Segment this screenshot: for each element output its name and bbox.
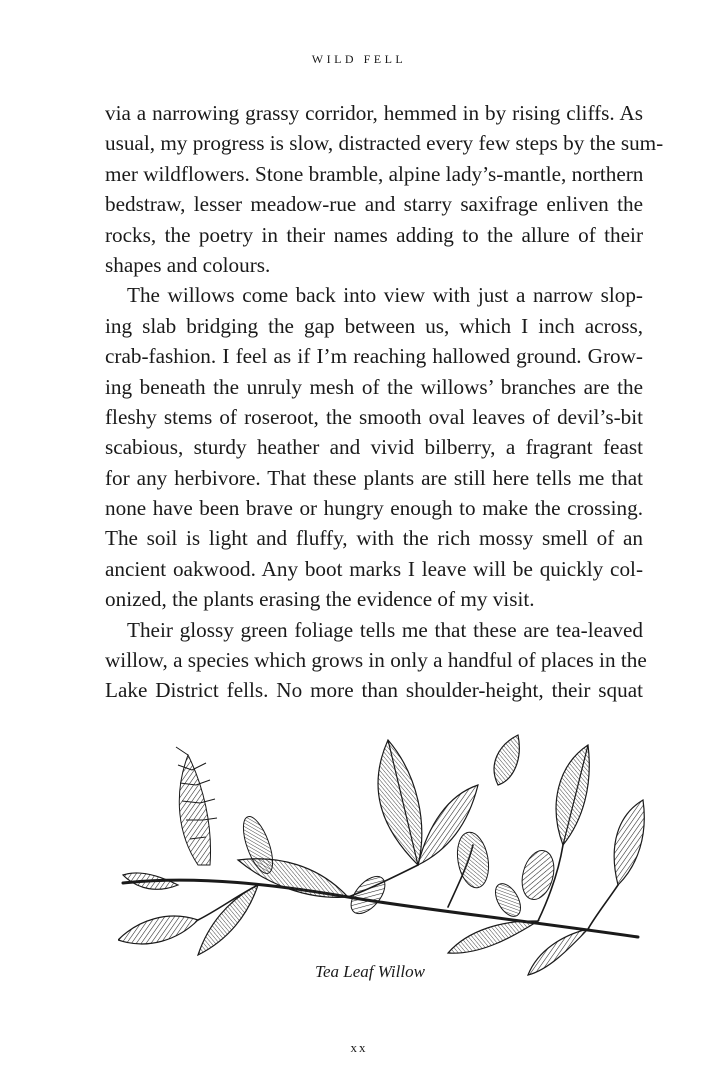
text-line: ing slab bridging the gap between us, which I inch across, [105,313,643,338]
paragraph [105,615,647,706]
text-line: fleshy stems of roseroot, the smooth oval leaves of devil’s-bit [105,404,643,429]
text-line: bedstraw, lesser meadow-rue and starry saxifrage enliven the [105,192,643,217]
willow-branch-illustration [118,725,648,995]
text-line: ing beneath the unruly mesh of the willows’ branches are the [105,374,643,399]
leaf [494,735,519,785]
leaf [614,800,644,885]
text-line: shapes and colours. [105,252,271,277]
text-line: for any herbivore. That these plants are still here tells me that [105,465,643,490]
text-line: scabious, sturdy heather and vivid bilberry, a fragrant feast [105,435,643,460]
text-line: The willows come back into view with just a narrow slop- [127,283,643,308]
page-number: xx [350,1040,368,1055]
text-line: Lake District fells. No more than shoulder-height, their squat [105,678,643,703]
text-line: mer wildflowers. Stone bramble, alpine lady’s-mantle, northern [105,161,644,186]
text-line: usual, my progress is slow, distracted every few steps by the sum- [105,131,664,156]
leaf [528,929,588,975]
text-line: rocks, the poetry in their names adding to the allure of their [105,222,643,247]
body-text [105,98,664,706]
leaf [198,885,258,955]
leaf [118,916,198,944]
text-line: crab-fashion. I feel as if I’m reaching hallowed ground. Grow- [105,344,643,369]
leaf [378,740,422,865]
text-line: none have been brave or hungry enough to make the crossing. [105,496,643,521]
running-head: WILD FELL [311,52,407,66]
leaf [448,921,538,953]
text-line: Their glossy green foliage tells me that these are tea-leaved [127,617,643,642]
catkin [490,879,525,920]
paragraph [105,280,643,614]
text-line: onized, the plants erasing the evidence of my visit. [105,587,535,612]
text-line: willow, a species which grows in only a handful of places in the [105,648,647,673]
text-line: via a narrowing grassy corridor, hemmed in by rising cliffs. As [105,101,643,125]
catkin-large [176,747,217,865]
text-line: ancient oakwood. Any boot marks I leave will be quickly col- [105,556,643,581]
illustration-caption: Tea Leaf Willow [315,962,425,981]
paragraph [105,98,664,280]
catkin [517,847,559,903]
leaf [123,873,178,889]
text-line: The soil is light and fluffy, with the rich mossy smell of an [105,526,643,551]
